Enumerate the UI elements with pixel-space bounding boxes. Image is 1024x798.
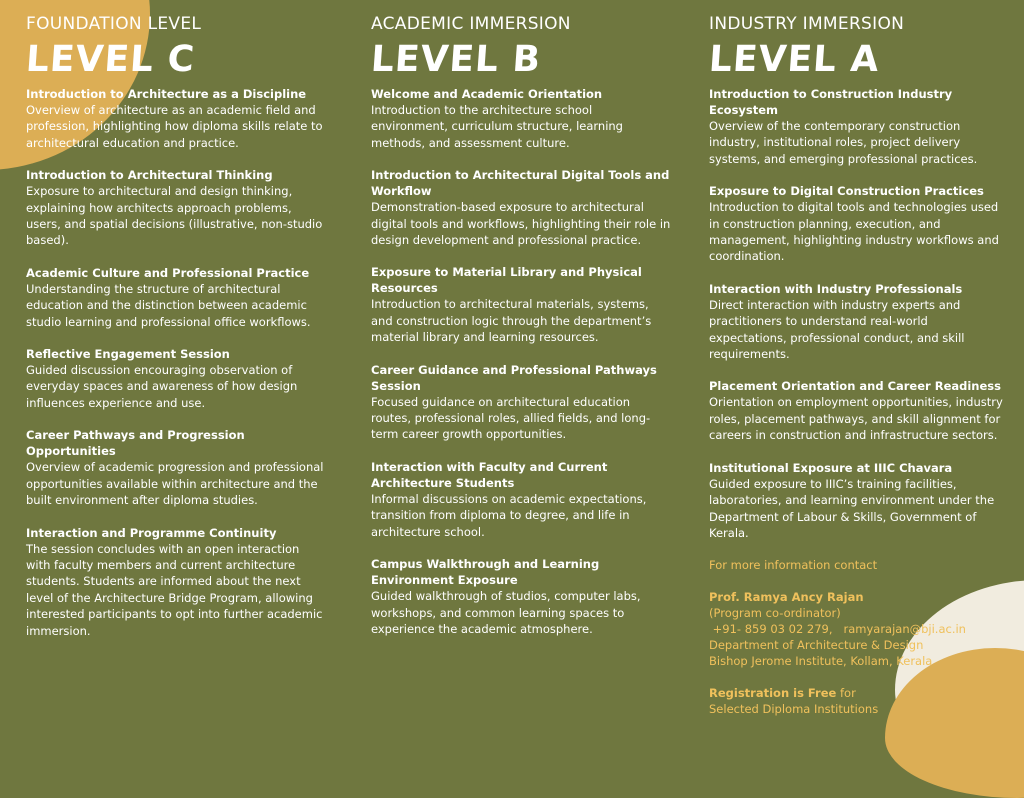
session-title: Exposure to Digital Construction Practices	[709, 184, 984, 199]
session-description: Guided walkthrough of studios, computer labs, workshops, and common learning spaces to experience the academic atmosphere.	[371, 589, 641, 636]
session-description: Orientation on employment opportunities, industry roles, placement pathways, and skill alignment for careers in construction and infrastructure sectors.	[709, 395, 1003, 443]
session-title: Interaction with Industry Professionals	[709, 281, 963, 296]
registration-line-2: Selected Diploma Institutions	[709, 702, 879, 717]
contact-name: Prof. Ramya Ancy Rajan	[709, 590, 864, 605]
column-heading: ACADEMIC IMMERSION	[371, 14, 571, 34]
contact-phone-email[interactable]: +91- 859 03 02 279, ramyarajan@bji.ac.in	[709, 622, 966, 637]
session-title: Career Guidance and Professional Pathways Session	[371, 362, 657, 393]
column-level-b	[371, 14, 671, 653]
session-title: Introduction to Architecture as a Discipline	[26, 87, 307, 101]
column-heading: INDUSTRY IMMERSION	[709, 14, 905, 34]
session-description: Overview of the contemporary construction industry, institutional roles, project delivery systems, and emerging professional practices.	[709, 119, 978, 166]
session-title: Introduction to Architectural Digital Tools and Workflow	[371, 168, 670, 199]
level-title: LEVEL B	[369, 39, 543, 80]
session-title: Welcome and Academic Orientation	[371, 87, 603, 101]
session-item	[709, 183, 1009, 265]
contact-institute: Bishop Jerome Institute, Kollam, Kerala	[709, 654, 933, 669]
session-item	[709, 86, 1009, 167]
session-description: Understanding the structure of architectural education and the distinction between academic studio learning and professional office workflows.	[26, 281, 311, 329]
session-item	[26, 427, 326, 508]
session-title: Exposure to Material Library and Physical Resources	[371, 265, 642, 296]
registration-free-label: Registration is Free	[709, 686, 837, 701]
session-description: Overview of academic progression and professional opportunities available within architecture and the built environment after diploma studies.	[26, 460, 324, 508]
session-title: Campus Walkthrough and Learning Environment Exposure	[371, 557, 600, 588]
session-description: Exposure to architectural and design thinking, explaining how architects approach problems, users, and spatial decisions (illustrative, non-studio based).	[26, 184, 323, 248]
session-item	[26, 265, 326, 330]
session-title: Introduction to Construction Industry Ecosystem	[709, 87, 953, 117]
session-item	[371, 362, 671, 443]
session-item	[26, 525, 326, 639]
session-title: Career Pathways and Progression Opportunities	[26, 428, 245, 459]
session-item	[709, 460, 1009, 542]
registration-line	[709, 685, 1009, 701]
column-level-a	[709, 14, 1009, 717]
session-item	[26, 86, 326, 151]
session-item	[709, 378, 1009, 443]
column-heading: FOUNDATION LEVEL	[26, 14, 202, 34]
session-description: Focused guidance on architectural education routes, professional roles, allied fields, and long-term career growth opportunities.	[371, 394, 651, 442]
registration-for-text: for	[836, 686, 856, 701]
session-item	[371, 86, 671, 151]
session-description: Introduction to digital tools and technologies used in construction planning, execution, and management, highlighting industry workflows and coordination.	[709, 200, 999, 264]
session-title: Reflective Engagement Session	[26, 347, 230, 362]
session-description: Guided exposure to IIIC’s training facilities, laboratories, and learning environment under the Department of Labour & Skills, Government of Kerala.	[709, 476, 995, 540]
session-description: The session concludes with an open interaction with faculty members and current architecture students. Students are informed about the next level of the Architecture Bridge Program, allowing interested participants to opt into further academic immersion.	[26, 541, 323, 638]
session-title: Interaction and Programme Continuity	[26, 525, 277, 540]
session-title: Introduction to Architectural Thinking	[26, 168, 273, 183]
session-item	[371, 167, 671, 248]
session-item	[371, 459, 671, 540]
contact-department: Department of Architecture & Design	[709, 638, 924, 653]
session-description: Introduction to the architecture school environment, curriculum structure, learning methods, and assessment culture.	[371, 103, 623, 150]
session-item	[709, 281, 1009, 363]
contact-role: (Program co-ordinator)	[709, 606, 841, 621]
session-item	[26, 346, 326, 411]
session-title: Institutional Exposure at IIIC Chavara	[709, 460, 953, 475]
level-title: LEVEL A	[707, 39, 881, 80]
session-description: Overview of architecture as an academic field and profession, highlighting how diploma skills relate to architectural education and practice.	[26, 103, 323, 150]
session-description: Informal discussions on academic expectations, transition from diploma to degree, and life in architecture school.	[371, 491, 647, 539]
session-description: Direct interaction with industry experts and practitioners to understand real-world expectations, professional conduct, and skill requirements.	[709, 297, 965, 362]
column-level-c	[26, 14, 326, 655]
session-description: Demonstration-based exposure to architectural digital tools and workflows, highlighting their role in design development and professional practice.	[371, 200, 671, 248]
contact-intro: For more information contact	[709, 558, 878, 573]
contact-block	[709, 557, 1009, 717]
session-title: Interaction with Faculty and Current Architecture Students	[371, 459, 608, 490]
session-description: Introduction to architectural materials, systems, and construction logic through the department’s material library and learning resources.	[371, 297, 652, 345]
session-item	[26, 167, 326, 249]
session-item	[371, 556, 671, 637]
session-item	[371, 264, 671, 345]
session-title: Placement Orientation and Career Readiness	[709, 379, 1001, 394]
session-title: Academic Culture and Professional Practice	[26, 265, 310, 280]
session-description: Guided discussion encouraging observation of everyday spaces and awareness of how design influences experience and use.	[26, 363, 298, 410]
level-title: LEVEL C	[24, 39, 197, 80]
